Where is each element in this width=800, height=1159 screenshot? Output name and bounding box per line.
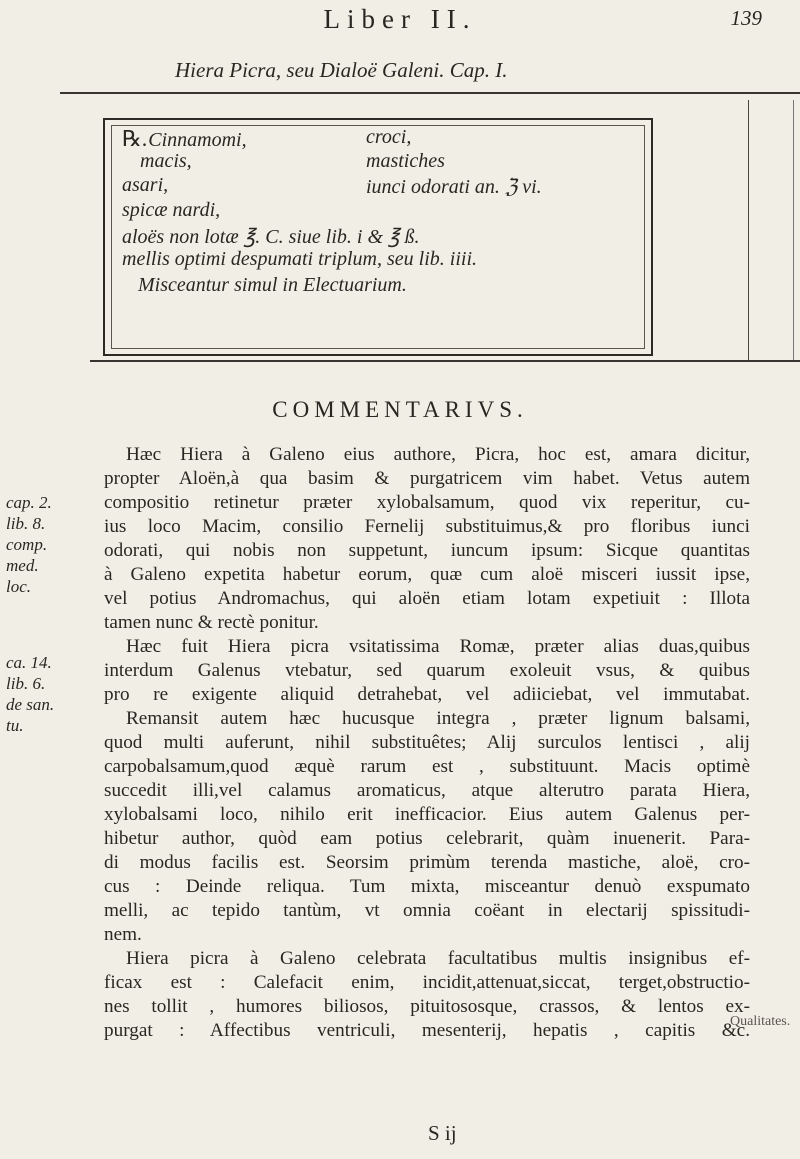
body-line: ficax est : Calefacit enim, incidit,attenuat,siccat, terget,obstructio- — [104, 972, 750, 993]
body-line: xylobalsami loco, nihilo erit inefficacior. Eius autem Galenus per- — [104, 804, 750, 825]
body-line: succedit illi,vel calamus aromaticus, atque alterutro parata Hiera, — [104, 780, 750, 801]
chapter-title: Hiera Picra, seu Dialoë Galeni. Cap. I. — [175, 58, 508, 82]
body-line: nem. — [104, 924, 142, 945]
body-line: melli, ac tepido tantùm, vt omnia coëant in electarij spissitudi- — [104, 900, 750, 921]
decorative-frame — [748, 100, 794, 362]
body-line: ius loco Macim, consilio Fernelij substituimus,& pro floribus iunci — [104, 516, 750, 537]
page-number: 139 — [730, 6, 762, 30]
section-heading: COMMENTARIVS. — [272, 397, 528, 422]
body-line: hibetur author, quòd eam potius celebrarit, quàm inuenerit. Para- — [104, 828, 750, 849]
body-line: nes tollit , humores biliosos, pituitososque, crassos, & lentos ex- — [104, 996, 750, 1017]
body-line: interdum Galenus vtebatur, sed quarum exoleuit vsus, & quibus — [104, 660, 750, 681]
bottom-rule — [90, 360, 800, 362]
body-line: pro re exigente aliquid detrahebat, vel adiiciebat, vel immutabat. — [104, 684, 750, 705]
body-line: cus : Deinde reliqua. Tum mixta, misceantur denuò exspumato — [104, 876, 750, 897]
recipe-line-5: aloës non lotæ ℥. C. siue lib. i & ℥ ß. — [122, 226, 420, 248]
body-line: quod multi auferunt, nihil substituêtes; Alij surculos lentisci , alij — [104, 732, 750, 753]
margin-note: ca. 14. lib. 6. de san. tu. — [6, 653, 55, 735]
recipe-line-2-col2: mastiches — [366, 150, 445, 172]
recipe-line-1: ℞.Cinnamomi, — [122, 126, 247, 151]
body-line: compositio retinetur præter xylobalsamum, quod vix reperitur, cu- — [104, 492, 750, 513]
signature-mark: S ij — [428, 1121, 457, 1145]
body-line: propter Aloën,à qua basim & purgatricem vim habet. Vetus autem — [104, 468, 750, 489]
recipe-line-4: spicæ nardi, — [122, 199, 221, 221]
body-line: Remansit autem hæc hucusque integra , præter lignum balsami, — [126, 708, 750, 729]
body-line: à Galeno expetita habetur eorum, quæ cum aloë misceri iussit ipse, — [104, 564, 750, 585]
rx-symbol: ℞. — [122, 126, 148, 151]
recipe-line-3: asari, — [122, 174, 169, 196]
recipe-line-2: macis, — [140, 150, 192, 172]
body-line: vel potius Andromachus, qui aloën etiam lotam expetiuit : Illota — [104, 588, 750, 609]
body-line: purgat : Affectibus ventriculi, mesenterij, hepatis , capitis &c. — [104, 1020, 750, 1041]
body-line: tamen nunc & rectè ponitur. — [104, 612, 319, 633]
body-line: di modus facilis est. Seorsim primùm terenda mastiche, aloë, cro- — [104, 852, 750, 873]
margin-note-right: Qualitates. — [730, 1014, 791, 1029]
running-head: Liber II. — [323, 4, 477, 34]
body-line: Hæc fuit Hiera picra vsitatissima Romæ, præter alias duas,quibus — [126, 636, 750, 657]
top-rule — [60, 92, 800, 94]
recipe-line-3-col2: iunci odorati an. ℨ vi. — [366, 176, 542, 198]
body-line: odorati, qui nobis non suppetunt, iuncum ipsum: Sicque quantitas — [104, 540, 750, 561]
body-line: Hiera picra à Galeno celebrata facultatibus multis insignibus ef- — [126, 948, 750, 969]
recipe-line-1-col2: croci, — [366, 126, 412, 148]
body-line: Hæc Hiera à Galeno eius authore, Picra, hoc est, amara dicitur, — [126, 444, 750, 465]
margin-note: cap. 2. lib. 8. comp. med. loc. — [6, 493, 52, 596]
recipe-line-6: mellis optimi despumati triplum, seu lib. iiii. — [122, 248, 477, 270]
body-line: carpobalsamum,quod æquè rarum est , substituunt. Macis optimè — [104, 756, 750, 777]
recipe-line-7: Misceantur simul in Electuarium. — [138, 274, 407, 296]
